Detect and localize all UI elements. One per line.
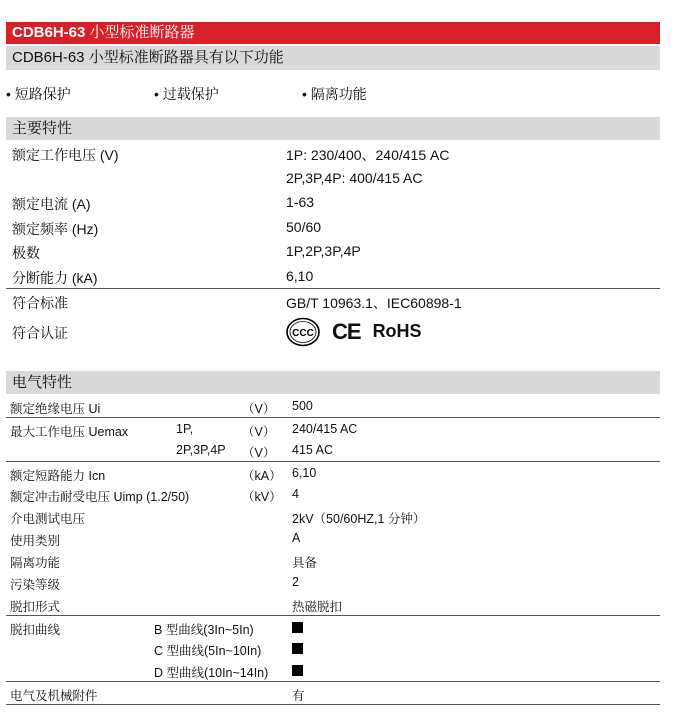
spec-row (6, 215, 660, 240)
spec-value: 50/60 (286, 218, 322, 235)
trip-curve-c-mark (292, 641, 303, 655)
spec-label: 分断能力 (kA) (12, 269, 98, 286)
table-row (6, 483, 660, 505)
table-row (6, 549, 660, 571)
trip-curve-b: B 型曲线(3In~5In) (154, 623, 254, 637)
trip-curve-row (6, 637, 660, 659)
spec-label: 污染等级 (10, 578, 61, 592)
spec-unit: （V） (242, 402, 276, 416)
spec-sublabel: 1P, (176, 422, 194, 436)
spec-label: 额定短路能力 Icn (10, 469, 106, 483)
table-row (6, 395, 660, 417)
spec-label: 额定电流 (A) (12, 196, 91, 212)
spec-value: 4 (292, 487, 299, 501)
spec-unit: （kV） (242, 490, 282, 504)
electrical-section-heading: 电气特性 (6, 371, 660, 394)
table-row (6, 593, 660, 615)
spec-value: A (292, 531, 301, 545)
cert-row (6, 313, 660, 351)
spec-value: 具备 (292, 556, 318, 570)
cert-label: 符合认证 (12, 324, 68, 341)
table-row (6, 527, 660, 549)
spec-value: 2 (292, 575, 299, 589)
table-bottom-rule (6, 704, 660, 705)
accessories-value: 有 (292, 689, 305, 703)
trip-curve-row (6, 615, 660, 637)
table-row (6, 681, 660, 703)
function-short-circuit: • 短路保护 (6, 86, 71, 102)
function-isolation: • 隔离功能 (302, 86, 367, 102)
spec-unit: （V） (242, 425, 276, 439)
trip-curve-d: D 型曲线(10In~14In) (154, 666, 269, 680)
spec-value: 2P,3P,4P: 400/415 AC (286, 169, 423, 186)
filled-square-icon (292, 622, 303, 633)
spec-value: 热磁脱扣 (292, 600, 343, 614)
spec-label: 额定冲击耐受电压 Uimp (1.2/50) (10, 490, 190, 504)
spec-value: 240/415 AC (292, 422, 358, 436)
product-model: CDB6H-63 (12, 24, 86, 41)
spec-value: GB/T 10963.1、IEC60898-1 (286, 295, 462, 311)
trip-curve-b-mark (292, 620, 303, 634)
main-spec-table (6, 141, 660, 351)
cert-icons (286, 317, 422, 347)
spec-label: 介电测试电压 (10, 512, 86, 526)
table-row (6, 417, 660, 439)
trip-curve-d-mark (292, 663, 303, 677)
spec-label: 极数 (12, 245, 40, 261)
main-section-heading: 主要特性 (6, 117, 660, 140)
product-title: 小型标准断路器 (89, 24, 195, 41)
spec-row (6, 190, 660, 215)
spec-value: 2kV（50/60HZ,1 分钟） (292, 512, 426, 526)
table-row (6, 505, 660, 527)
spec-row (6, 141, 660, 166)
spec-label: 符合标准 (12, 295, 68, 311)
trip-curve-c: C 型曲线(5In~10In) (154, 644, 262, 658)
trip-curve-label: 脱扣曲线 (10, 623, 61, 637)
ccc-mark-text: CCC (292, 327, 314, 339)
spec-label: 最大工作电压 Uemax (10, 425, 129, 439)
spec-value: 1-63 (286, 194, 315, 210)
spec-row (6, 264, 660, 289)
spec-sublabel: 2P,3P,4P (176, 443, 226, 457)
spec-value: 1P: 230/400、240/415 AC (286, 147, 450, 163)
product-subtitle: CDB6H-63 小型标准断路器具有以下功能 (6, 46, 660, 70)
product-title-bar (6, 22, 660, 44)
spec-value: 1P,2P,3P,4P (286, 243, 361, 259)
spec-value: 415 AC (292, 443, 334, 457)
trip-curve-row (6, 659, 660, 681)
table-row (6, 439, 660, 461)
spec-value: 6,10 (286, 267, 314, 284)
spec-unit: （kA） (242, 469, 282, 483)
spec-value: 6,10 (292, 466, 317, 480)
filled-square-icon (292, 665, 303, 676)
spec-label: 脱扣形式 (10, 600, 61, 614)
accessories-label: 电气及机械附件 (10, 689, 98, 703)
electrical-spec-table (6, 395, 660, 703)
spec-row (6, 239, 660, 264)
table-row (6, 461, 660, 483)
spec-row (6, 288, 660, 313)
function-overload: • 过载保护 (154, 86, 219, 102)
filled-square-icon (292, 643, 303, 654)
rohs-mark: RoHS (372, 321, 422, 341)
spec-label: 额定工作电压 (V) (12, 147, 119, 163)
ccc-mark-icon (286, 317, 320, 347)
spec-label: 额定频率 (Hz) (12, 220, 99, 237)
spec-label: 使用类别 (10, 534, 61, 548)
table-row (6, 571, 660, 593)
spec-value: 500 (292, 399, 313, 413)
ce-mark-icon: CE (332, 318, 361, 344)
spec-unit: （V） (242, 446, 276, 460)
spec-label: 额定绝缘电压 Ui (10, 402, 101, 416)
spec-label: 隔离功能 (10, 556, 61, 570)
spec-row (6, 166, 660, 191)
